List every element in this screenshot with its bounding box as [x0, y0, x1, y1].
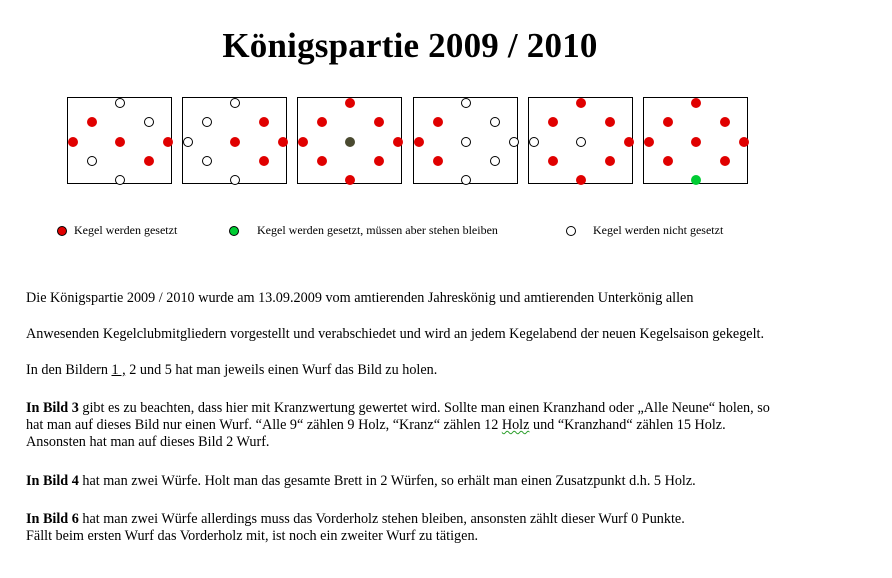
pin-set-icon — [144, 156, 154, 166]
pin-set-icon — [345, 98, 355, 108]
legend-not-set — [566, 223, 723, 238]
pin-center-icon — [345, 137, 355, 147]
pin-set-icon — [691, 98, 701, 108]
pin-set-icon — [548, 117, 558, 127]
pin-set-icon — [691, 137, 701, 147]
paragraph-bild-4 — [26, 473, 876, 490]
pin-board-1 — [67, 97, 172, 184]
white-pin-icon — [566, 226, 576, 236]
pin-not_set-icon — [87, 156, 97, 166]
pin-not_set-icon — [490, 117, 500, 127]
pin-board-6 — [643, 97, 748, 184]
text-line: Fällt beim ersten Wurf das Vorderholz mit, ist noch ein zweiter Wurf zu tätigen. — [26, 528, 479, 544]
pin-board-3 — [297, 97, 402, 184]
pin-set-icon — [605, 117, 615, 127]
text-segment: In den Bildern — [26, 362, 112, 378]
text-segment-spellcheck: Holz — [501, 417, 530, 433]
pin-set-icon — [259, 156, 269, 166]
pin-set-icon — [259, 117, 269, 127]
pin-not_set-icon — [461, 137, 471, 147]
pin-set-icon — [115, 137, 125, 147]
pin-board-2 — [182, 97, 287, 184]
pin-set-icon — [163, 137, 173, 147]
text-segment: hat man zwei Würfe. Holt man das gesamte Brett in 2 Würfen, so erhält man einen Zusatzpunkt d.h. 5 Holz. — [78, 473, 696, 489]
text-segment-underlined: 1 , — [111, 362, 126, 378]
pin-not_set-icon — [144, 117, 154, 127]
pin-board-4 — [413, 97, 518, 184]
legend-stay — [229, 223, 498, 238]
bild-4-label: In Bild 4 — [26, 473, 79, 489]
pin-not_set-icon — [529, 137, 539, 147]
green-pin-icon — [229, 226, 239, 236]
pin-not_set-icon — [509, 137, 519, 147]
pin-set-icon — [317, 117, 327, 127]
pin-set-icon — [345, 175, 355, 185]
pin-set-icon — [230, 137, 240, 147]
pin-set-icon — [739, 137, 749, 147]
legend-set-label: Kegel werden gesetzt — [74, 223, 178, 237]
pin-set-icon — [663, 156, 673, 166]
text-segment: und “Kranzhand“ zählen 15 Holz. — [529, 417, 726, 433]
pin-set-icon — [433, 156, 443, 166]
pin-set-icon — [605, 156, 615, 166]
paragraph-bild-3 — [26, 400, 876, 451]
text-line — [26, 400, 876, 417]
legend-set — [57, 223, 177, 238]
pin-set-icon — [393, 137, 403, 147]
pin-set-icon — [278, 137, 288, 147]
pin-set-icon — [644, 137, 654, 147]
text-segment: gibt es zu beachten, dass hier mit Kranzwertung gewertet wird. Sollte man einen Kranzhand oder „Alle Neune“ holen, so — [78, 400, 770, 416]
pin-not_set-icon — [183, 137, 193, 147]
pin-not_set-icon — [230, 175, 240, 185]
pin-not_set-icon — [230, 98, 240, 108]
pin-board-5 — [528, 97, 633, 184]
red-pin-icon — [57, 226, 67, 236]
pin-set-icon — [548, 156, 558, 166]
text-line — [26, 417, 876, 434]
text-segment: 2 und 5 hat man jeweils einen Wurf das Bild zu holen. — [125, 362, 438, 378]
text-line: Ansonsten hat man auf dieses Bild 2 Wurf. — [26, 434, 270, 450]
pin-set-icon — [576, 175, 586, 185]
pin-set-icon — [374, 156, 384, 166]
pin-not_set-icon — [490, 156, 500, 166]
pin-not_set-icon — [461, 98, 471, 108]
pin-set-icon — [720, 156, 730, 166]
pin-set-icon — [624, 137, 634, 147]
paragraph-bilder-1-2-5 — [26, 362, 876, 379]
paragraph-bild-6 — [26, 511, 876, 545]
pin-set-icon — [414, 137, 424, 147]
pin-set-icon — [317, 156, 327, 166]
pin-set-icon — [374, 117, 384, 127]
bild-6-label: In Bild 6 — [26, 511, 79, 527]
paragraph-intro-1: Die Königspartie 2009 / 2010 wurde am 13.09.2009 vom amtierenden Jahreskönig und amtierenden Unterkönig allen — [26, 290, 694, 306]
pin-not_set-icon — [202, 156, 212, 166]
pin-set-icon — [720, 117, 730, 127]
paragraph-intro-2: Anwesenden Kegelclubmitgliedern vorgestellt und verabschiedet und wird an jedem Kegelabend der neuen Kegelsaison gekegelt. — [26, 326, 765, 342]
pin-not_set-icon — [115, 175, 125, 185]
legend-stay-label: Kegel werden gesetzt, müssen aber stehen bleiben — [257, 223, 498, 237]
pin-not_set-icon — [202, 117, 212, 127]
pin-set-icon — [87, 117, 97, 127]
text-segment: hat man zwei Würfe allerdings muss das Vorderholz stehen bleiben, ansonsten zählt dieser Wurf 0 Punkte. — [78, 511, 685, 527]
text-line — [26, 511, 876, 528]
page-title: Königspartie 2009 / 2010 — [222, 26, 598, 65]
pin-not_set-icon — [461, 175, 471, 185]
pin-set-icon — [433, 117, 443, 127]
text-segment: hat man auf dieses Bild nur einen Wurf. “Alle 9“ zählen 9 Holz, “Kranz“ zählen 12 — [26, 417, 502, 433]
pin-stay-icon — [691, 175, 701, 185]
pin-set-icon — [68, 137, 78, 147]
pin-not_set-icon — [115, 98, 125, 108]
pin-set-icon — [576, 98, 586, 108]
pin-set-icon — [663, 117, 673, 127]
bild-3-label: In Bild 3 — [26, 400, 79, 416]
pin-not_set-icon — [576, 137, 586, 147]
legend-not-set-label: Kegel werden nicht gesetzt — [593, 223, 724, 237]
pin-set-icon — [298, 137, 308, 147]
